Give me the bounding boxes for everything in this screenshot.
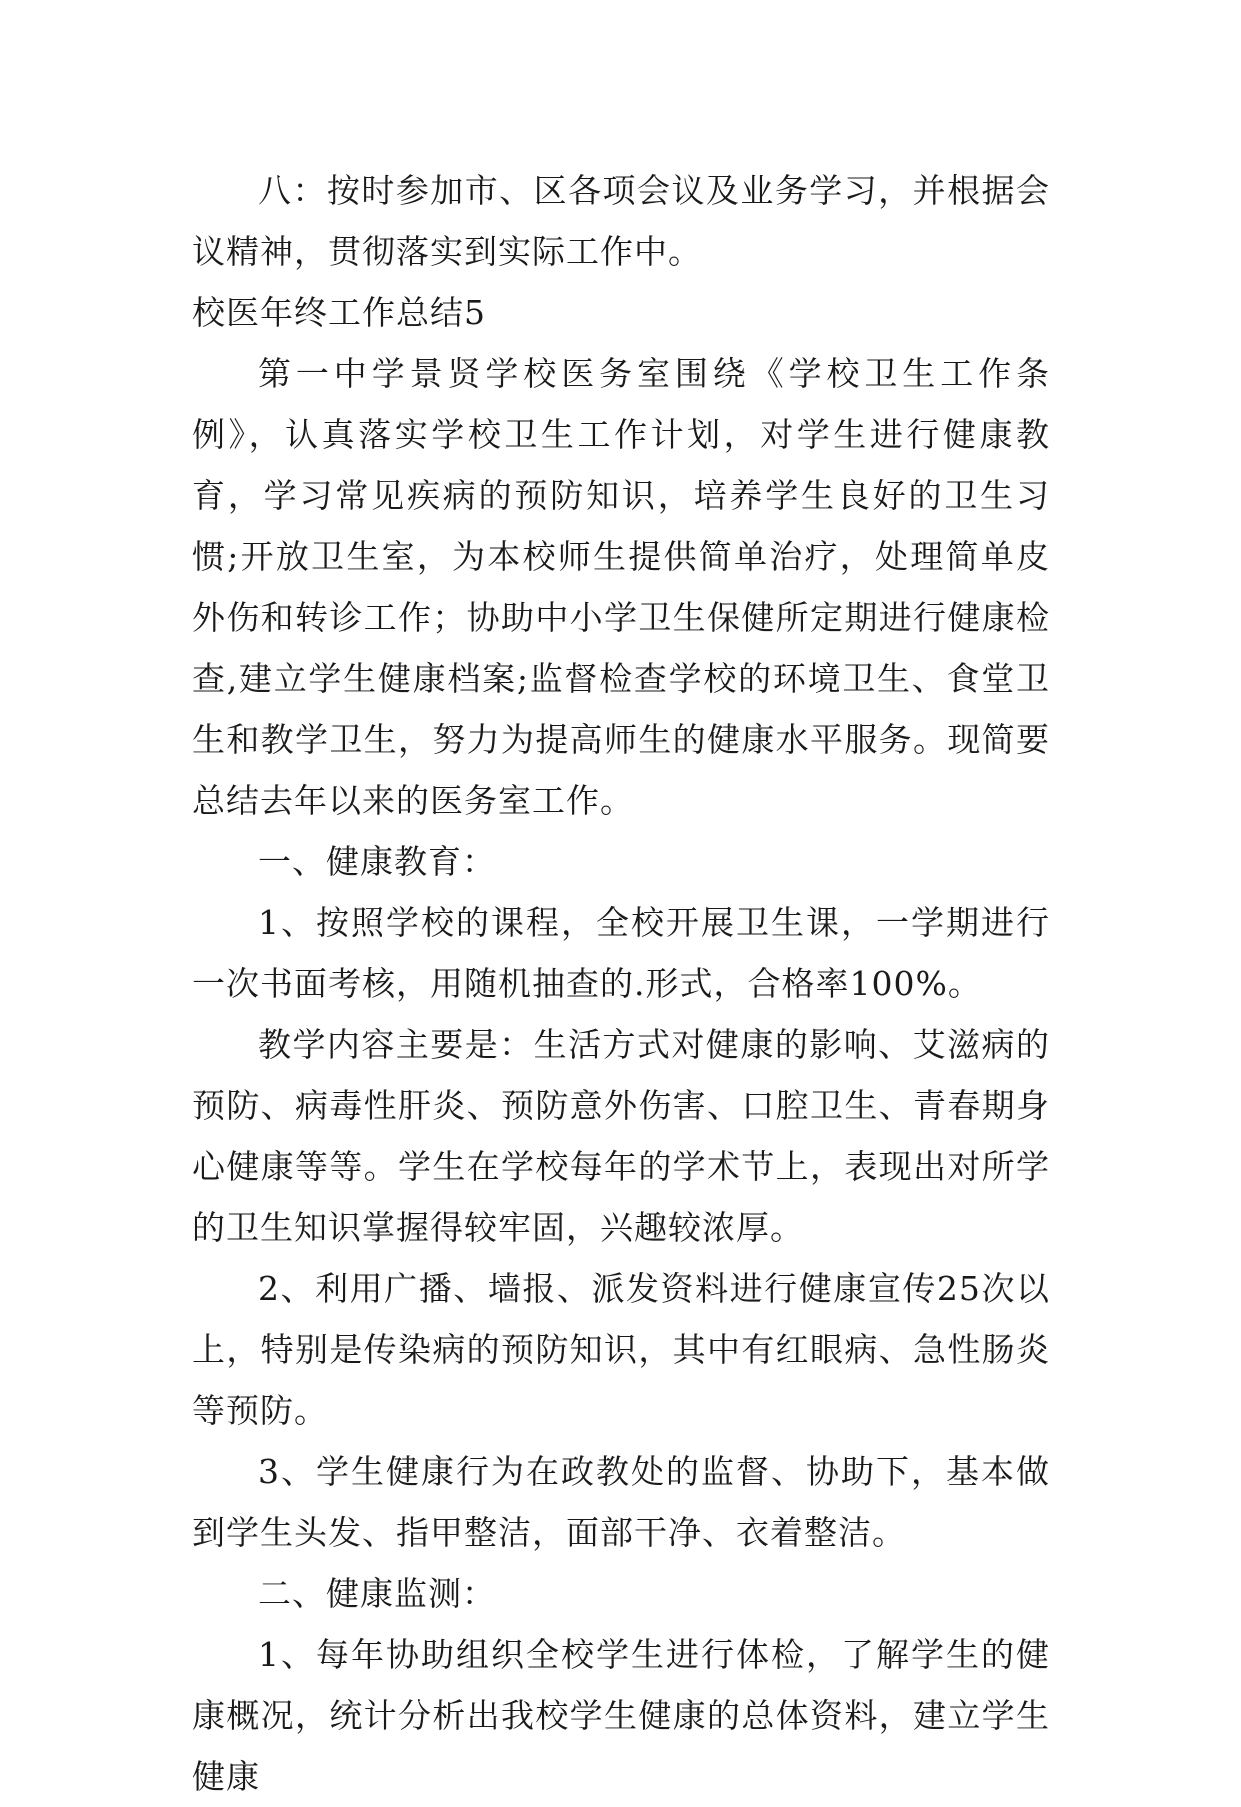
paragraph-intro: 第一中学景贤学校医务室围绕《学校卫生工作条例》，认真落实学校卫生工作计划，对学生进行健康教育，学习常见疾病的预防知识，培养学生良好的卫生习惯;开放卫生室，为本校师生提供简单治疗，处理简单皮外伤和转诊工作；协助中小学卫生保健所定期进行健康检查,建立学生健康档案;监督检查学校的环境卫生、食堂卫生和教学卫生，努力为提高师生的健康水平服务。现简要总结去年以来的医务室工作。 xyxy=(192,354,1050,820)
subheading-health-monitoring: 二、健康监测： xyxy=(258,1574,496,1613)
paragraph-teaching-content: 教学内容主要是：生活方式对健康的影响、艾滋病的预防、病毒性肝炎、预防意外伤害、口腔卫生、青春期身心健康等等。学生在学校每年的学术节上，表现出对所学的卫生知识掌握得较牢固，兴趣较浓厚。 xyxy=(192,1025,1050,1247)
subheading-health-education: 一、健康教育： xyxy=(258,842,496,881)
paragraph-monitoring-item-1: 1、每年协助组织全校学生进行体检，了解学生的健康概况，统计分析出我校学生健康的总体资料，建立学生健康 xyxy=(192,1635,1050,1796)
document-page xyxy=(192,160,1050,1807)
paragraph-meeting-attendance: 八：按时参加市、区各项会议及业务学习，并根据会议精神，贯彻落实到实际工作中。 xyxy=(192,171,1050,271)
paragraph-item-3: 3、学生健康行为在政教处的监督、协助下，基本做到学生头发、指甲整洁，面部干净、衣着整洁。 xyxy=(192,1452,1050,1552)
section-title: 校医年终工作总结5 xyxy=(192,293,486,332)
paragraph-item-2: 2、利用广播、墙报、派发资料进行健康宣传25次以上，特别是传染病的预防知识，其中有红眼病、急性肠炎等预防。 xyxy=(192,1269,1050,1430)
paragraph-item-1: 1、按照学校的课程，全校开展卫生课，一学期进行一次书面考核，用随机抽查的.形式，合格率100%。 xyxy=(192,903,1050,1003)
